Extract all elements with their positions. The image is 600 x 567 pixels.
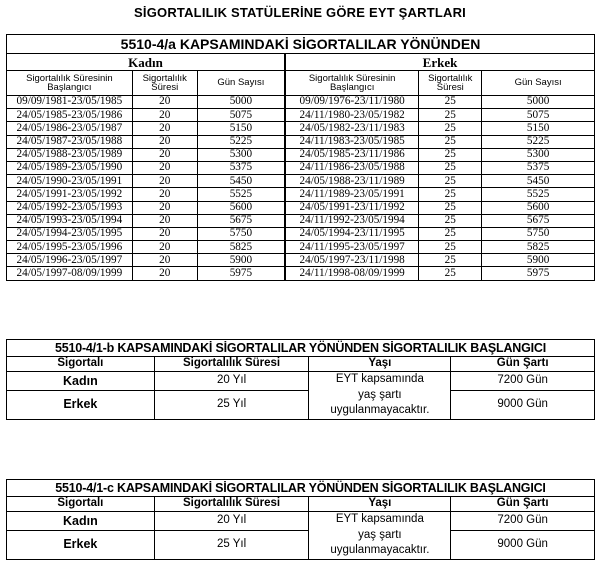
male-start-period-cell: 24/11/1986-23/05/1988: [285, 161, 419, 174]
female-days-header: Gün Sayısı: [197, 71, 285, 96]
female-start-period-cell: 24/05/1986-23/05/1987: [7, 122, 133, 135]
table-row: [7, 188, 595, 201]
male-start-period-cell: 24/11/1980-23/05/1982: [285, 109, 419, 122]
female-duration-cell: 20: [132, 122, 197, 135]
male-start-period-cell: 24/05/1982-23/11/1983: [285, 122, 419, 135]
female-day-count-cell: 5375: [197, 161, 285, 174]
table-row: [7, 267, 595, 280]
male-days: 9000 Gün: [451, 530, 595, 559]
table-row: [7, 135, 595, 148]
female-day-count-cell: 5825: [197, 241, 285, 254]
male-duration-cell: 25: [419, 188, 482, 201]
female-start-period-cell: 24/05/1994-23/05/1995: [7, 227, 133, 240]
male-day-count-cell: 5375: [482, 161, 595, 174]
male-day-count-cell: 5750: [482, 227, 595, 240]
female-start-period-cell: 24/05/1988-23/05/1989: [7, 148, 133, 161]
table-row: [7, 161, 595, 174]
female-start-period-cell: 24/05/1985-23/05/1986: [7, 109, 133, 122]
male-duration-cell: 25: [419, 148, 482, 161]
male-section-label: Erkek: [285, 54, 594, 71]
female-day-count-cell: 5600: [197, 201, 285, 214]
male-start-period-cell: 24/11/1983-23/05/1985: [285, 135, 419, 148]
male-day-count-cell: 5900: [482, 254, 595, 267]
age-note-line: uygulanmayacaktır.: [330, 544, 430, 557]
duration-header: Sigortalılık Süresi: [154, 357, 309, 372]
male-start-header: Sigortalılık Süresinin Başlangıcı: [285, 71, 419, 96]
days-requirement-header: Gün Şartı: [451, 357, 595, 372]
female-section-label: Kadın: [7, 54, 286, 71]
female-start-period-cell: 24/05/1993-23/05/1994: [7, 214, 133, 227]
female-label: Kadın: [7, 372, 155, 391]
male-duration-cell: 25: [419, 214, 482, 227]
table-row: [7, 96, 595, 109]
female-day-count-cell: 5225: [197, 135, 285, 148]
male-day-count-cell: 5300: [482, 148, 595, 161]
male-label: Erkek: [7, 530, 155, 559]
male-duration: 25 Yıl: [154, 530, 309, 559]
female-duration-cell: 20: [132, 188, 197, 201]
female-day-count-cell: 5525: [197, 188, 285, 201]
female-duration-cell: 20: [132, 161, 197, 174]
male-duration-cell: 25: [419, 227, 482, 240]
female-day-count-cell: 5300: [197, 148, 285, 161]
table-row: [7, 214, 595, 227]
table-4-1b: [6, 339, 595, 420]
male-start-period-cell: 24/11/1989-23/05/1991: [285, 188, 419, 201]
male-start-period-cell: 24/05/1985-23/11/1986: [285, 148, 419, 161]
female-label: Kadın: [7, 512, 155, 531]
table-4-1c: [6, 479, 595, 560]
female-start-period-cell: 24/05/1992-23/05/1993: [7, 201, 133, 214]
male-duration: 25 Yıl: [154, 390, 309, 419]
age-note: [309, 512, 451, 560]
female-start-period-cell: 24/05/1997-08/09/1999: [7, 267, 133, 280]
table-4a-caption: 5510-4/a KAPSAMINDAKİ SİGORTALILAR YÖNÜNDEN: [7, 35, 595, 54]
age-note-line: yaş şartı: [358, 388, 402, 401]
table-row: [7, 175, 595, 188]
table-row: [7, 148, 595, 161]
female-day-count-cell: 5975: [197, 267, 285, 280]
female-day-count-cell: 5750: [197, 227, 285, 240]
male-duration-cell: 25: [419, 109, 482, 122]
female-day-count-cell: 5000: [197, 96, 285, 109]
table-row: [7, 109, 595, 122]
male-day-count-cell: 5225: [482, 135, 595, 148]
male-duration-cell: 25: [419, 267, 482, 280]
female-day-count-cell: 5675: [197, 214, 285, 227]
female-duration-cell: 20: [132, 201, 197, 214]
female-duration-cell: 20: [132, 214, 197, 227]
male-start-period-cell: 24/11/1992-23/05/1994: [285, 214, 419, 227]
female-duration-cell: 20: [132, 109, 197, 122]
male-duration-cell: 25: [419, 201, 482, 214]
female-start-period-cell: 24/05/1987-23/05/1988: [7, 135, 133, 148]
male-days-header: Gün Sayısı: [482, 71, 595, 96]
male-duration-cell: 25: [419, 175, 482, 188]
male-day-count-cell: 5825: [482, 241, 595, 254]
female-start-period-cell: 24/05/1996-23/05/1997: [7, 254, 133, 267]
table-row: [7, 241, 595, 254]
female-days: 7200 Gün: [451, 512, 595, 531]
table-row: [7, 227, 595, 240]
male-start-period-cell: 24/05/1991-23/11/1992: [285, 201, 419, 214]
male-duration-cell: 25: [419, 122, 482, 135]
male-duration-cell: 25: [419, 241, 482, 254]
male-days: 9000 Gün: [451, 390, 595, 419]
female-duration-cell: 20: [132, 175, 197, 188]
age-note: [309, 372, 451, 420]
female-duration-cell: 20: [132, 241, 197, 254]
female-days: 7200 Gün: [451, 372, 595, 391]
male-start-period-cell: 24/05/1994-23/11/1995: [285, 227, 419, 240]
female-duration-cell: 20: [132, 227, 197, 240]
male-day-count-cell: 5150: [482, 122, 595, 135]
female-start-period-cell: 24/05/1991-23/05/1992: [7, 188, 133, 201]
male-day-count-cell: 5525: [482, 188, 595, 201]
insured-header: Sigortalı: [7, 357, 155, 372]
male-start-period-cell: 24/05/1997-23/11/1998: [285, 254, 419, 267]
table-row: [7, 201, 595, 214]
female-duration-cell: 20: [132, 267, 197, 280]
female-day-count-cell: 5900: [197, 254, 285, 267]
female-day-count-cell: 5450: [197, 175, 285, 188]
female-start-period-cell: 24/05/1989-23/05/1990: [7, 161, 133, 174]
insured-header: Sigortalı: [7, 497, 155, 512]
female-duration: 20 Yıl: [154, 372, 309, 391]
age-note-line: EYT kapsamında: [335, 513, 424, 525]
document-title: SİGORTALILIK STATÜLERİNE GÖRE EYT ŞARTLARI: [134, 5, 466, 20]
days-requirement-header: Gün Şartı: [451, 497, 595, 512]
age-note-line: yaş şartı: [358, 528, 402, 541]
female-day-count-cell: 5150: [197, 122, 285, 135]
male-duration-cell: 25: [419, 254, 482, 267]
male-day-count-cell: 5450: [482, 175, 595, 188]
male-day-count-cell: 5975: [482, 267, 595, 280]
male-day-count-cell: 5075: [482, 109, 595, 122]
female-start-period-cell: 24/05/1990-23/05/1991: [7, 175, 133, 188]
table-4a: [6, 34, 595, 281]
duration-header: Sigortalılık Süresi: [154, 497, 309, 512]
male-duration-cell: 25: [419, 96, 482, 109]
age-header: Yaşı: [309, 357, 451, 372]
table-row: [7, 122, 595, 135]
female-duration-cell: 20: [132, 96, 197, 109]
table-row: [7, 254, 595, 267]
female-start-header: Sigortalılık Süresinin Başlangıcı: [7, 71, 133, 96]
table-4-1b-caption: 5510-4/1-b KAPSAMINDAKİ SİGORTALILAR YÖNÜNDEN SİGORTALILIK BAŞLANGICI: [7, 340, 595, 357]
male-duration-header: Sigortalılık Süresi: [419, 71, 482, 96]
male-duration-cell: 25: [419, 161, 482, 174]
male-start-period-cell: 09/09/1976-23/11/1980: [285, 96, 419, 109]
male-start-period-cell: 24/05/1988-23/11/1989: [285, 175, 419, 188]
male-label: Erkek: [7, 390, 155, 419]
male-start-period-cell: 24/11/1995-23/05/1997: [285, 241, 419, 254]
female-duration-cell: 20: [132, 148, 197, 161]
female-duration: 20 Yıl: [154, 512, 309, 531]
table-4a-body: [7, 96, 595, 281]
age-note-line: EYT kapsamında: [335, 373, 424, 385]
female-duration-cell: 20: [132, 254, 197, 267]
table-4-1c-caption: 5510-4/1-c KAPSAMINDAKİ SİGORTALILAR YÖNÜNDEN SİGORTALILIK BAŞLANGICI: [7, 480, 595, 497]
age-note-line: uygulanmayacaktır.: [330, 404, 430, 417]
female-duration-header: Sigortalılık Süresi: [132, 71, 197, 96]
female-day-count-cell: 5075: [197, 109, 285, 122]
male-day-count-cell: 5600: [482, 201, 595, 214]
male-start-period-cell: 24/11/1998-08/09/1999: [285, 267, 419, 280]
male-duration-cell: 25: [419, 135, 482, 148]
age-header: Yaşı: [309, 497, 451, 512]
male-day-count-cell: 5000: [482, 96, 595, 109]
female-start-period-cell: 24/05/1995-23/05/1996: [7, 241, 133, 254]
female-duration-cell: 20: [132, 135, 197, 148]
male-day-count-cell: 5675: [482, 214, 595, 227]
female-start-period-cell: 09/09/1981-23/05/1985: [7, 96, 133, 109]
